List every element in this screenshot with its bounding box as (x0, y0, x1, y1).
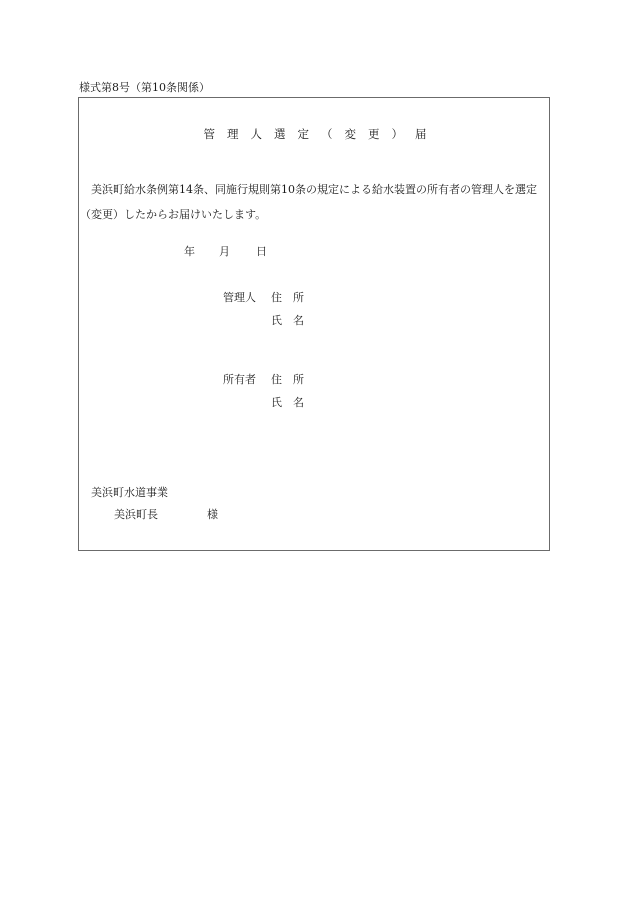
date-month-label: 月 (219, 245, 230, 258)
manager-address-label: 住 所 (271, 291, 304, 304)
owner-role-label: 所有者 (223, 373, 256, 386)
recipient-official: 美浜町長 (114, 508, 158, 521)
manager-role-label: 管理人 (223, 291, 256, 304)
form-title: 管理人選定（変更）届 (203, 127, 439, 141)
owner-name-label: 氏 名 (271, 396, 304, 409)
body-text: 美浜町給水条例第14条、同施行規則第10条の規定による給水装置の所有者の管理人を選定（変更）したからお届けいたします。 (80, 183, 537, 221)
recipient-honorific: 様 (207, 508, 218, 521)
form-number-label: 様式第8号（第10条関係） (79, 81, 210, 94)
form-frame (78, 97, 550, 551)
owner-address-label: 住 所 (271, 373, 304, 386)
date-year-label: 年 (184, 245, 195, 258)
manager-name-label: 氏 名 (271, 314, 304, 327)
date-day-label: 日 (256, 245, 267, 258)
recipient-organization: 美浜町水道事業 (91, 486, 168, 499)
